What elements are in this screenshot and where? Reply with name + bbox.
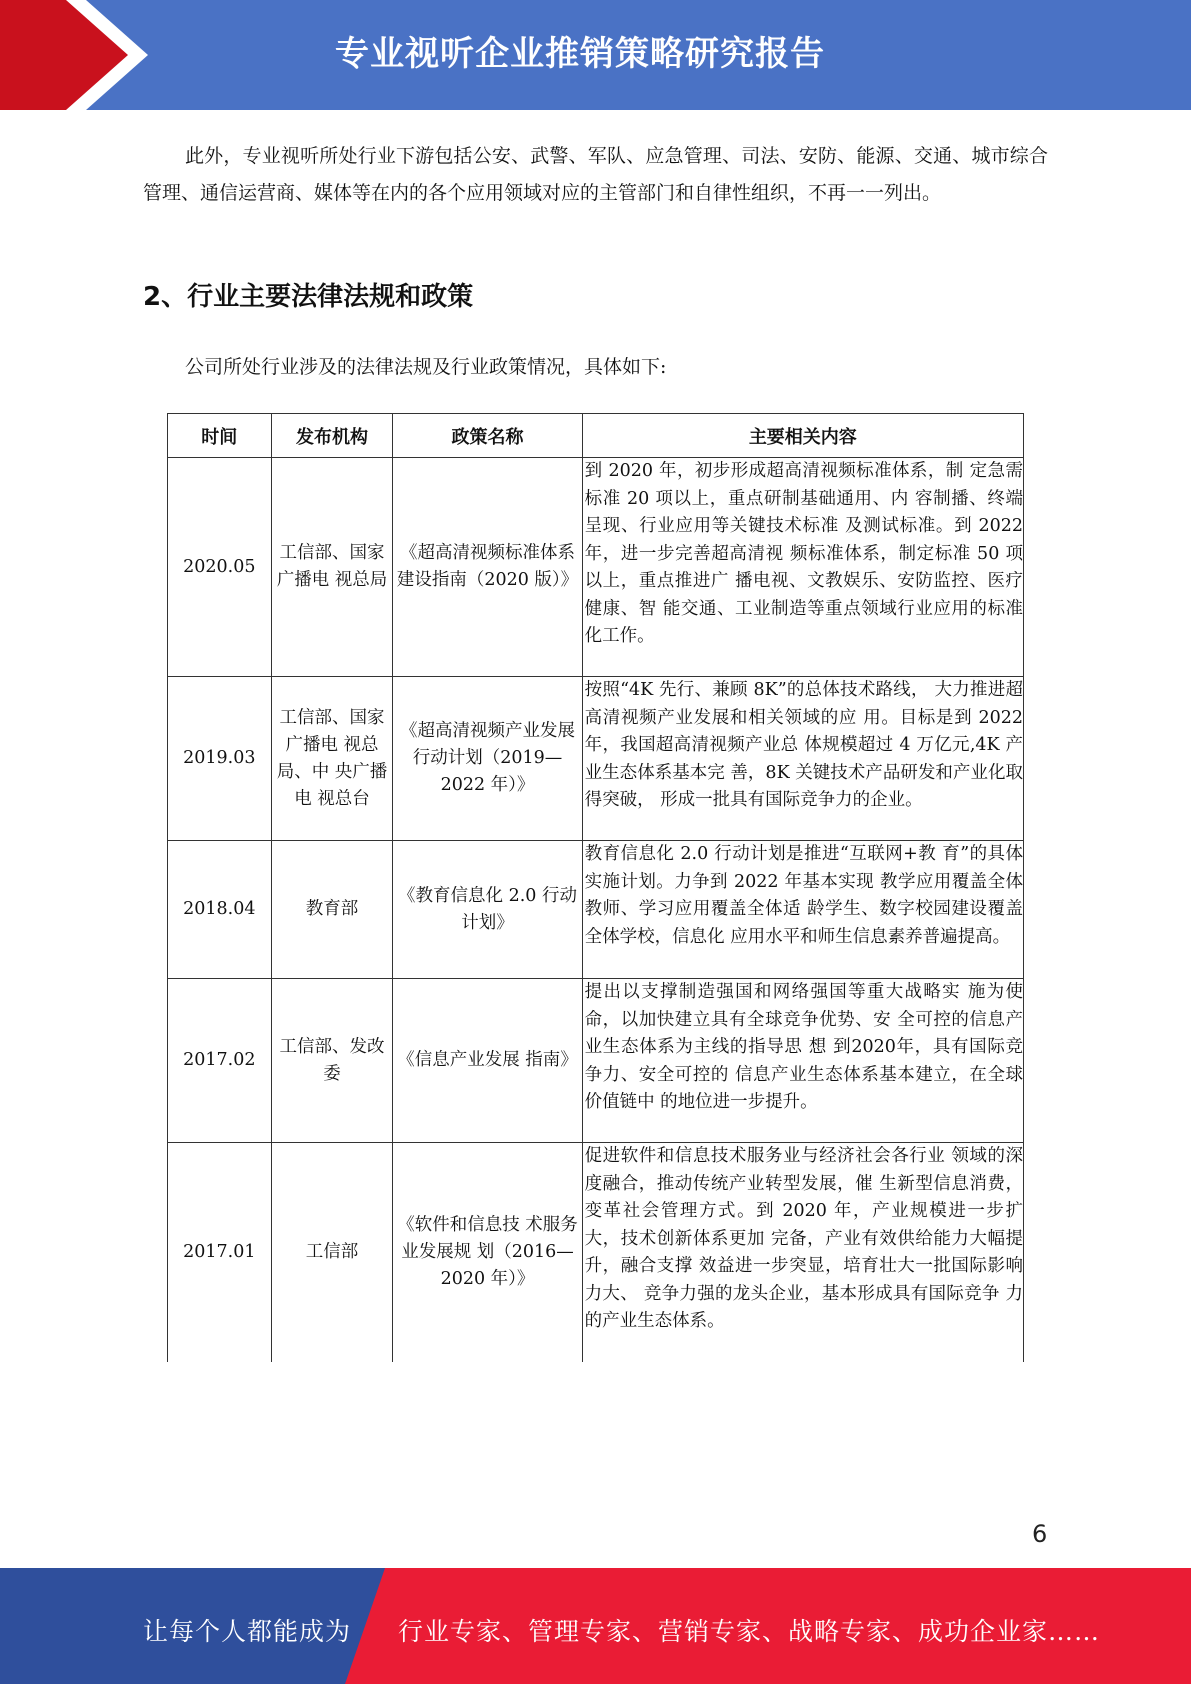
header-issuer: 发布机构 (271, 414, 393, 458)
table-header-row (168, 414, 1024, 458)
cell-date: 2017.02 (168, 979, 272, 1143)
body-paragraph: 此外，专业视听所处行业下游包括公安、武警、军队、应急管理、司法、安防、能源、交通、城市综合管理、通信运营商、媒体等在内的各个应用领域对应的主管部门和自律性组织，不再一一列出。 (143, 145, 1048, 204)
header-content: 主要相关内容 (582, 414, 1023, 458)
cell-content: 促进软件和信息技术服务业与经济社会各行业 领域的深度融合，推动传统产业转型发展，催 生新型信息消费，变革社会管理方式。到 2020 年，产业规模进一步扩大，技术创新体系更加 完备，产业有效供给能力大幅提升，融合支撑 效益进一步突显，培育壮大一批国际影响力大、 竞争力强的龙头企业，基本形成具有国际竞争 力的产业生态体系。 (582, 1143, 1023, 1362)
cell-content: 教育信息化 2.0 行动计划是推进“互联网+教 育”的具体实施计划。力争到 2022 年基本实现 教学应用覆盖全体教师、学习应用覆盖全体适 龄学生、数字校园建设覆盖全体学校，信息化 应用水平和师生信息素养普遍提高。 (582, 841, 1023, 979)
report-title: 专业视听企业推销策略研究报告 (335, 34, 825, 74)
cell-policy: 《教育信息化 2.0 行动计划》 (393, 841, 582, 979)
cell-policy: 《超高清视频产业发展行动计划（2019—2022 年）》 (393, 677, 582, 841)
table-row (168, 458, 1024, 677)
cell-policy: 《信息产业发展 指南》 (393, 979, 582, 1143)
cell-issuer: 工信部、国家广播电 视总局 (271, 458, 393, 677)
section-heading: 2、行业主要法律法规和政策 (143, 282, 474, 312)
cell-date: 2019.03 (168, 677, 272, 841)
cell-content: 提出以支撑制造强国和网络强国等重大战略实 施为使命，以加快建立具有全球竞争优势、安 全可控的信息产业生态体系为主线的指导思 想 到2020年，具有国际竞争力、安全可控的 信息产业生态体系基本建立，在全球价值链中 的地位进一步提升。 (582, 979, 1023, 1143)
table-row (168, 979, 1024, 1143)
cell-issuer: 工信部 (271, 1143, 393, 1362)
page-number: 6 (1032, 1520, 1048, 1548)
cell-content: 到 2020 年，初步形成超高清视频标准体系，制 定急需标准 20 项以上，重点研制基础通用、内 容制播、终端呈现、行业应用等关键技术标准 及测试标准。到 2022 年，进一步完善超高清视 频标准体系，制定标准 50 项以上，重点推进广 播电视、文教娱乐、安防监控、医疗健康、智 能交通、工业制造等重点领域行业应用的标准 化工作。 (582, 458, 1023, 677)
cell-date: 2017.01 (168, 1143, 272, 1362)
cell-date: 2018.04 (168, 841, 272, 979)
page-footer (0, 1568, 1191, 1684)
cell-issuer: 工信部、发改委 (271, 979, 393, 1143)
table-row (168, 677, 1024, 841)
policy-table (167, 413, 1024, 1362)
cell-policy: 《超高清视频标准体系建设指南（2020 版）》 (393, 458, 582, 677)
cell-issuer: 工信部、国家广播电 视总局、中 央广播电 视总台 (271, 677, 393, 841)
footer-slogan-left: 让每个人都能成为 (143, 1617, 352, 1646)
header-time: 时间 (168, 414, 272, 458)
footer-slogan-right: 行业专家、管理专家、营销专家、战略专家、成功企业家…… (398, 1617, 1101, 1646)
table-intro: 公司所处行业涉及的法律法规及行业政策情况，具体如下: (185, 356, 667, 378)
cell-policy: 《软件和信息技 术服务业发展规 划（2016— 2020 年）》 (393, 1143, 582, 1362)
page-header (0, 0, 1191, 110)
table-row (168, 1143, 1024, 1362)
header-policy-name: 政策名称 (393, 414, 582, 458)
cell-date: 2020.05 (168, 458, 272, 677)
cell-content: 按照“4K 先行、兼顾 8K”的总体技术路线， 大力推进超高清视频产业发展和相关领域的应 用。目标是到 2022 年，我国超高清视频产业总 体规模超过 4 万亿元,4K 产业生态体系基本完 善，8K 关键技术产品研发和产业化取得突破， 形成一批具有国际竞争力的企业。 (582, 677, 1023, 841)
cell-issuer: 教育部 (271, 841, 393, 979)
table-row (168, 841, 1024, 979)
